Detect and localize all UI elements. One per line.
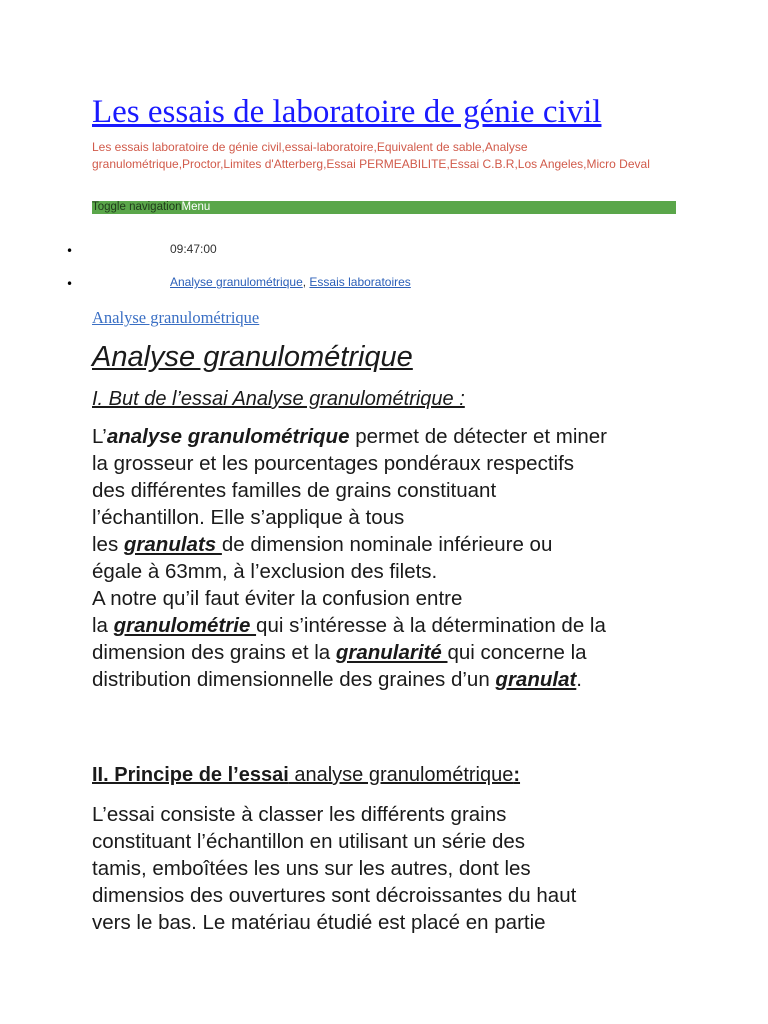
text-line: dimension des grains et la granularité qui concerne la: [92, 641, 587, 664]
section-1-paragraph-2: [92, 585, 692, 693]
text-line: l’échantillon. Elle s’applique à tous: [92, 506, 405, 529]
text-line: dimensios des ouvertures sont décroissantes du haut: [92, 884, 577, 907]
keyword-granularite: granularité: [335, 641, 448, 664]
post-time: 09:47:00: [170, 242, 217, 256]
site-description: Les essais laboratoire de génie civil,essai-laboratoire,Equivalent de sable,Analyse granulométrique,Proctor,Limites d'Atterberg,Essai PERMEABILITE,Essai C.B.R,Los Angeles,Micro Deval: [92, 140, 650, 171]
text-line: L’analyse granulométrique permet de détecter et miner: [92, 425, 608, 448]
section-2-paragraph-1: [92, 801, 692, 936]
label-separator: ,: [302, 275, 310, 289]
text-line: la grosseur et les pourcentages pondéraux respectifs: [92, 452, 575, 475]
text-line: égale à 63mm, à l’exclusion des filets.: [92, 560, 438, 583]
site-title-link[interactable]: Les essais de laboratoire de génie civil: [92, 94, 602, 130]
text-line: L’essai consiste à classer les différents grains: [92, 803, 507, 826]
text-line: vers le bas. Le matériau étudié est placé en partie: [92, 911, 546, 934]
list-bullet: •: [66, 277, 74, 291]
section-2-title: II. Principe de l’essai analyse granulométrique:: [92, 764, 521, 786]
keyword-analyse-granulometrique: analyse granulométrique: [106, 425, 350, 448]
text-line: constituant l’échantillon en utilisant un série des: [92, 830, 526, 853]
post-title-link[interactable]: Analyse granulométrique: [92, 308, 260, 327]
label-link-essais-laboratoires[interactable]: Essais laboratoires: [309, 275, 411, 289]
text-line: tamis, emboîtées les uns sur les autres, dont les: [92, 857, 531, 880]
section-1-title: I. But de l’essai Analyse granulométrique :: [92, 388, 465, 410]
toggle-navigation-button[interactable]: Toggle navigation: [92, 201, 182, 213]
text-line: A notre qu’il faut éviter la confusion entre: [92, 587, 463, 610]
keyword-granulats: granulats: [123, 533, 222, 556]
list-bullet: •: [66, 244, 74, 258]
section-1-paragraph-1: [92, 423, 692, 585]
navbar: [92, 201, 676, 214]
keyword-granulat: granulat: [495, 668, 577, 691]
label-link-analyse-granulometrique[interactable]: Analyse granulométrique: [170, 275, 303, 289]
menu-button[interactable]: Menu: [181, 201, 211, 213]
post-labels: [170, 275, 411, 289]
text-line: les granulats de dimension nominale inférieure ou: [92, 533, 553, 556]
text-line: des différentes familles de grains constituant: [92, 479, 497, 502]
keyword-granulometrie: granulométrie: [113, 614, 257, 637]
post-heading: Analyse granulométrique: [92, 341, 413, 373]
text-line: distribution dimensionnelle des graines d’un granulat.: [92, 668, 582, 691]
text-line: la granulométrie qui s’intéresse à la détermination de la: [92, 614, 606, 637]
